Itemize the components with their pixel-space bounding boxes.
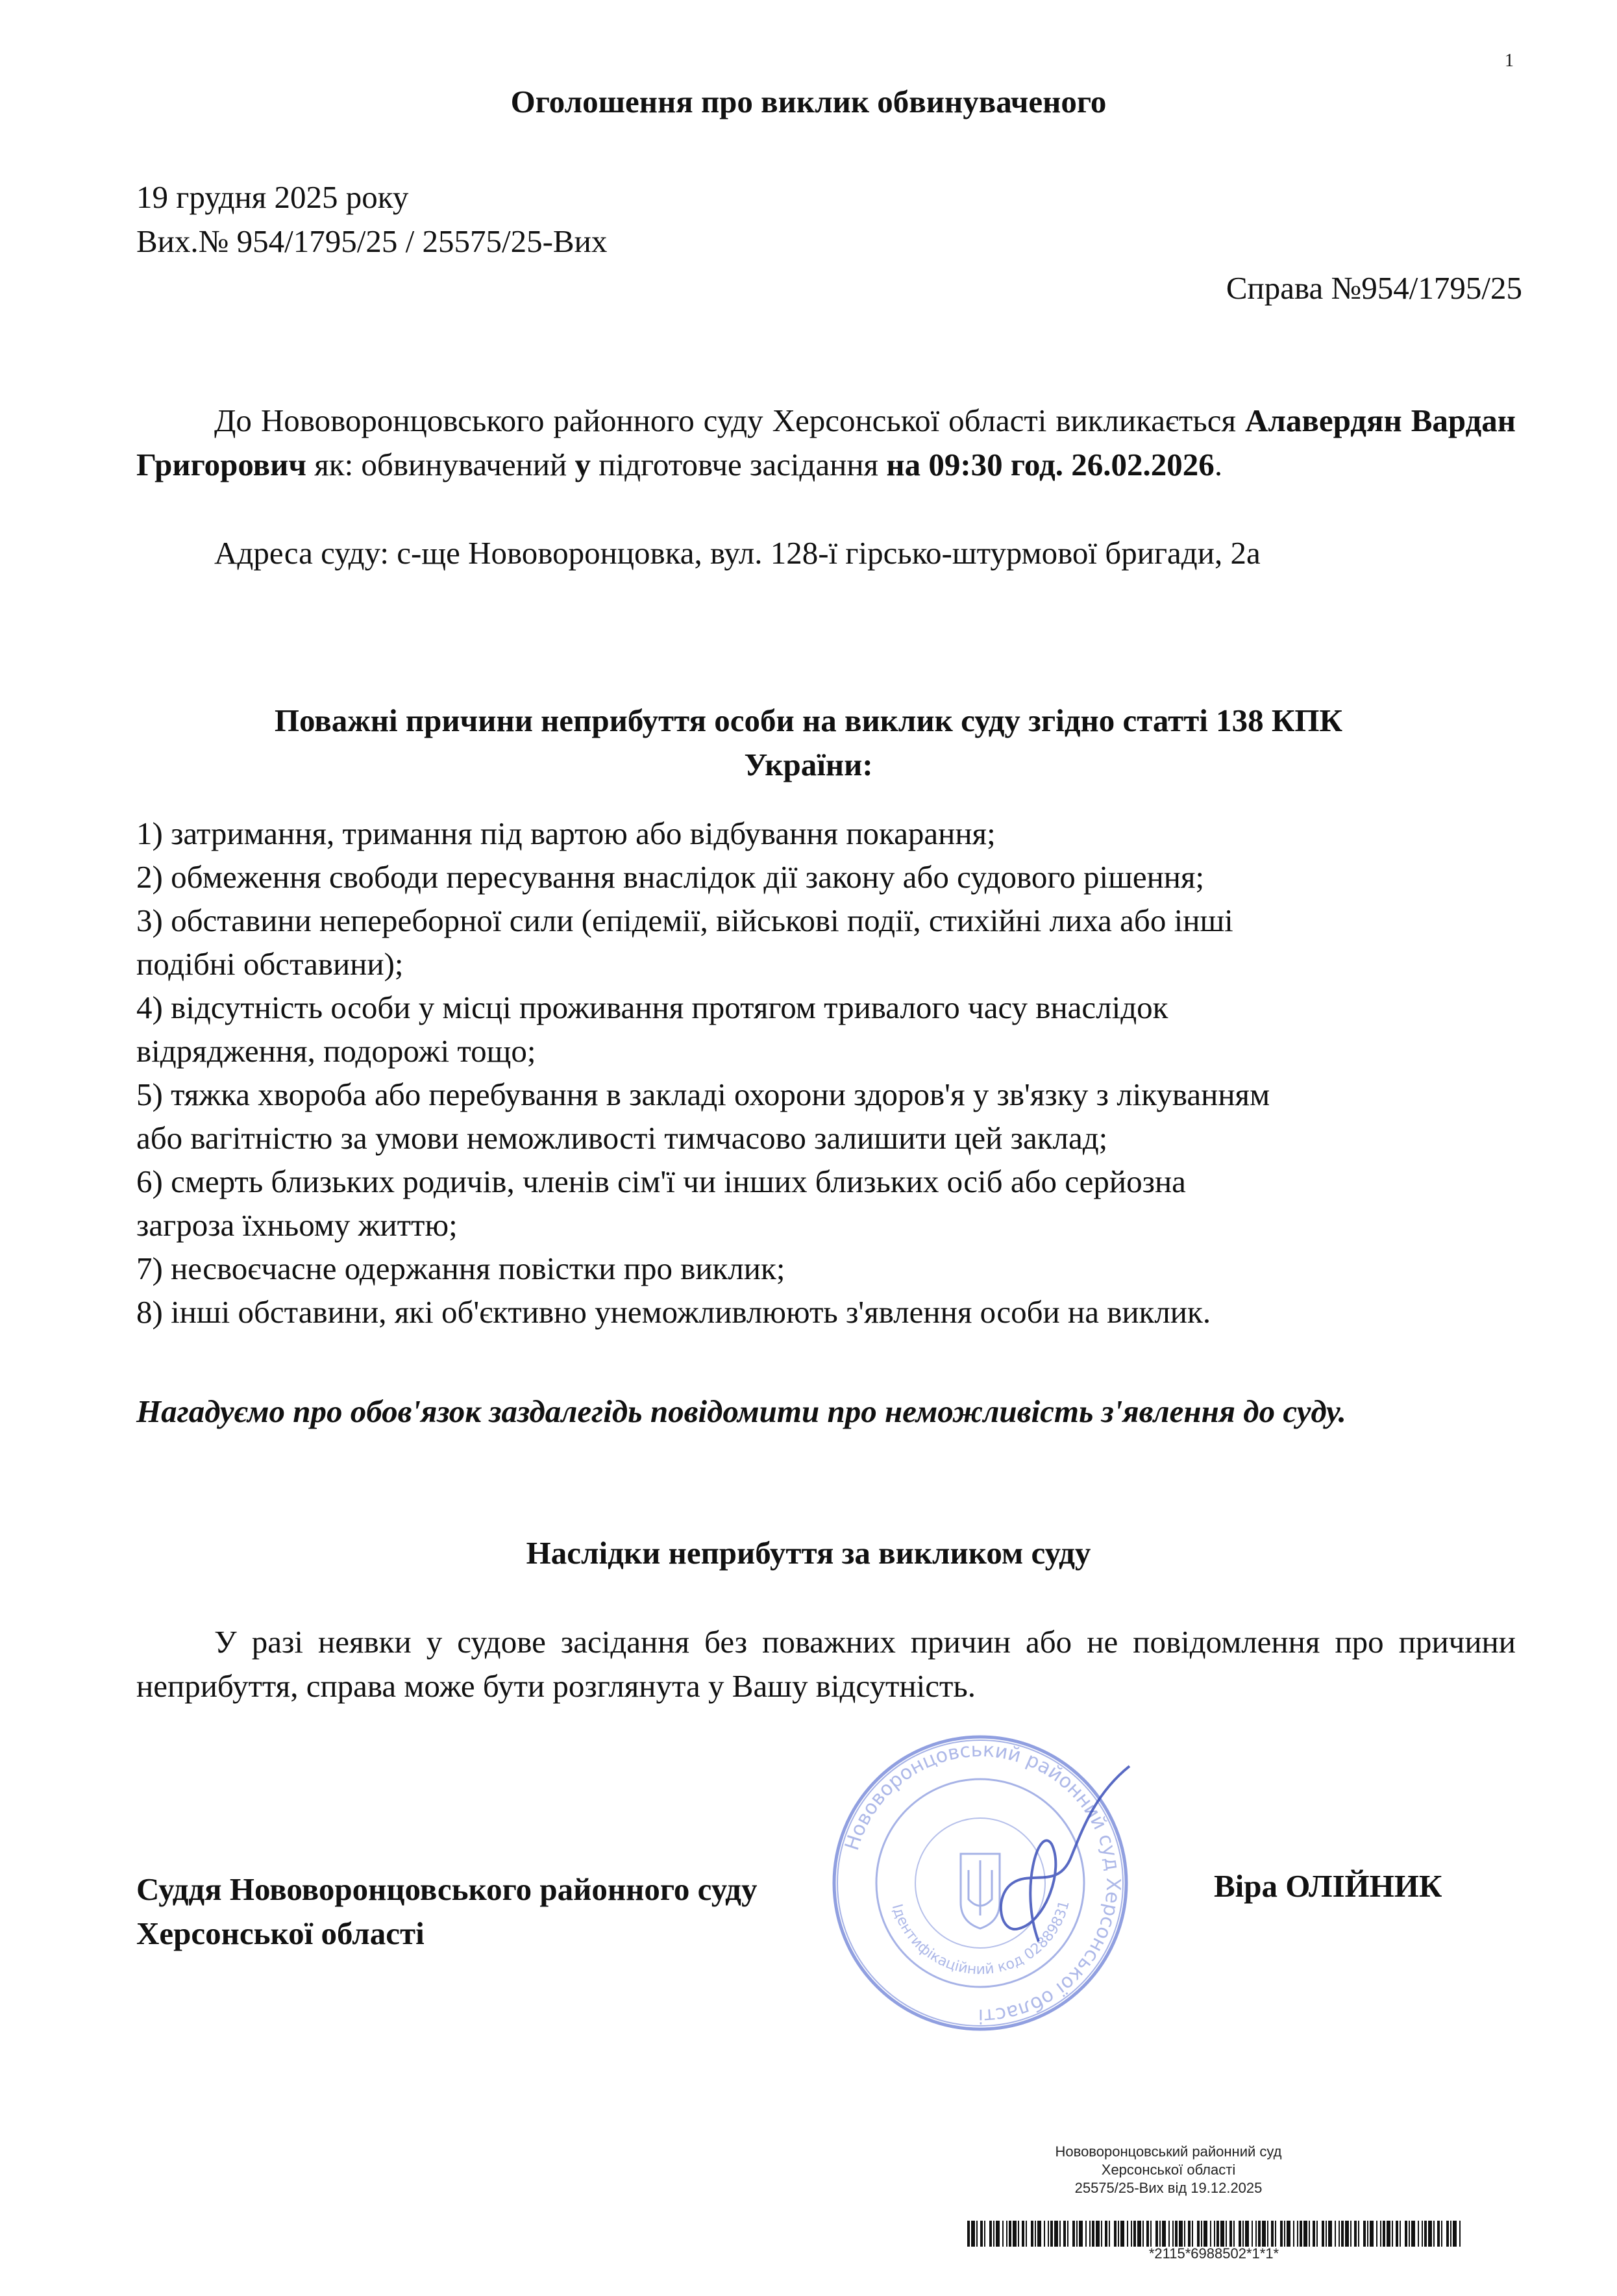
list-item: подібні обставини); [136, 946, 404, 982]
seal-inner-text: Ідентифікаційний код 02889831 [888, 1899, 1073, 1978]
judge-position-line1: Суддя Нововоронцовського районного суду [136, 1871, 758, 1907]
document-title: Оголошення про виклик обвинуваченого [510, 84, 1107, 119]
seal-outer-text: Нововоронцовський районний суд Херсонської області [841, 1738, 1125, 2028]
list-item: 2) обмеження свободи пересування внаслідок дії закону або судового рішення; [136, 859, 1205, 895]
case-number: Справа №954/1795/25 [1226, 270, 1522, 306]
reasons-heading-line2: України: [744, 747, 873, 782]
document-date: 19 грудня 2025 року [136, 179, 409, 215]
reasons-list [136, 812, 1525, 1334]
summons-in: у [574, 447, 591, 482]
summons-paragraph [136, 399, 1516, 487]
reasons-heading-line1: Поважні причини неприбуття особи на виклик суду згідно статті 138 КПК [274, 703, 1343, 738]
barcode-text: *2115*6988502*1*1* [1148, 2245, 1279, 2262]
court-seal-icon [824, 1727, 1136, 2039]
list-item: відрядження, подорожі тощо; [136, 1033, 536, 1069]
list-item: 4) відсутність особи у місці проживання протягом тривалого часу внаслідок [136, 990, 1168, 1025]
hearing-datetime: 09:30 год. 26.02.2026 [928, 447, 1215, 482]
court-address: Адреса суду: с-ще Нововоронцовка, вул. 128-ї гірсько-штурмової бригади, 2а [214, 535, 1261, 571]
registration-stamp [922, 2143, 1415, 2197]
summons-role: як: обвинувачений [306, 447, 575, 482]
summons-end: . [1214, 447, 1223, 482]
svg-text:Нововоронцовський районний суд [841, 1739, 1124, 2027]
judge-position [136, 1867, 757, 1956]
summons-intro: До Нововоронцовського районного суду Херсонської області викликається [214, 403, 1246, 438]
list-item: 1) затримання, тримання під вартою або відбування покарання; [136, 816, 996, 851]
registration-number: 25575/25-Вих від 19.12.2025 [1074, 2180, 1263, 2196]
registration-court: Нововоронцовський районний суд [1055, 2143, 1282, 2160]
list-item: 7) несвоєчасне одержання повістки про виклик; [136, 1251, 785, 1286]
list-item: 3) обставини непереборної сили (епідемії, військові події, стихійні лиха або інші [136, 903, 1233, 938]
reminder-note: Нагадуємо про обов'язок заздалегідь повідомити про неможливість з'явлення до суду. [136, 1393, 1346, 1429]
outgoing-number: Вих.№ 954/1795/25 / 25575/25-Вих [136, 223, 608, 259]
accused-name: Алавердян Вардан Григорович [136, 403, 1516, 482]
summons-hearing: підготовче засідання [591, 447, 887, 482]
list-item: або вагітністю за умови неможливості тимчасово залишити цей заклад; [136, 1120, 1108, 1156]
registration-region: Херсонської області [1101, 2162, 1236, 2178]
list-item: загроза їхньому життю; [136, 1207, 458, 1243]
list-item: 5) тяжка хвороба або перебування в закладі охорони здоров'я у зв'язку з лікуванням [136, 1077, 1270, 1112]
list-item: 6) смерть близьких родичів, членів сім'ї чи інших близьких осіб або серйозна [136, 1164, 1186, 1199]
list-item: 8) інші обставини, які об'єктивно унеможливлюють з'явлення особи на виклик. [136, 1294, 1211, 1330]
consequences-heading: Наслідки неприбуття за викликом суду [526, 1535, 1091, 1571]
page-number: 1 [1505, 51, 1514, 71]
judge-name: Віра ОЛІЙНИК [1214, 1868, 1442, 1904]
summons-on: на [886, 447, 921, 482]
judge-position-line2: Херсонської області [136, 1915, 425, 1951]
consequences-paragraph: У разі неявки у судове засідання без поважних причин або не повідомлення про причини неприбуття, справа може бути розглянута у Вашу відсутність. [136, 1624, 1516, 1704]
barcode-icon [967, 2221, 1461, 2247]
